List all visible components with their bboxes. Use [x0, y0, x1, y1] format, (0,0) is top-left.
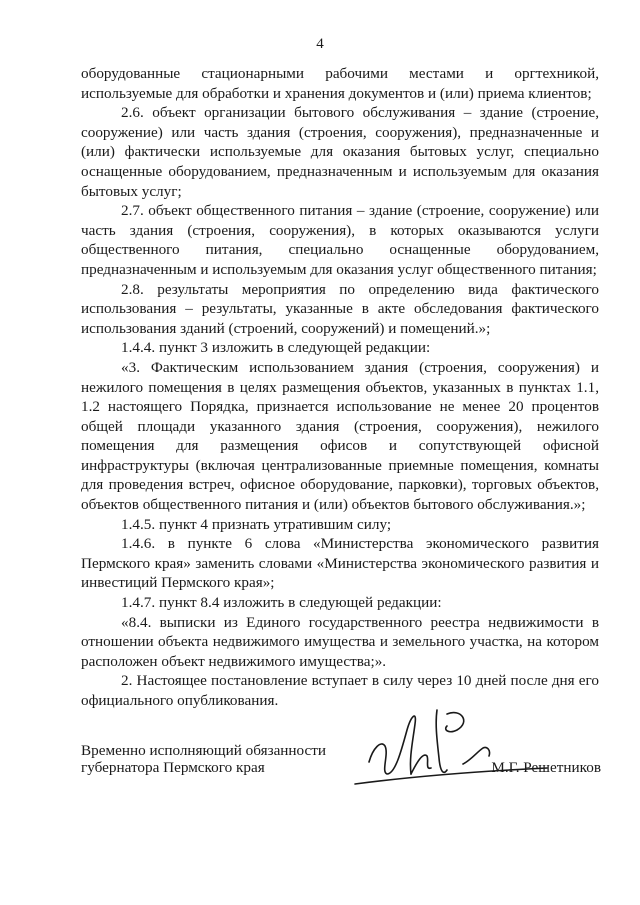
paragraph: «8.4. выписки из Единого государственного реестра недвижимости в отношении объекта недвижимого имущества и земельного участка, на котором расположен объект недвижимого имущества;». [81, 613, 599, 670]
paragraph: 1.4.4. пункт 3 изложить в следующей редакции: [121, 339, 431, 357]
signatory-position [81, 742, 326, 776]
document-body [81, 64, 599, 711]
signatory-position-line: Временно исполняющий обязанности [81, 742, 327, 759]
signature-block [81, 742, 601, 802]
paragraph: 2.8. результаты мероприятия по определению вида фактического использования – результаты, указанные в акте обследования фактического использования зданий (строений, сооружений) и помещений.»; [81, 280, 599, 337]
paragraph: 1.4.6. в пункте 6 слова «Министерства экономического развития Пермского края» заменить словами «Министерства экономического развития и инвестиций Пермского края»; [81, 535, 599, 592]
paragraph: 2.7. объект общественного питания – здание (строение, сооружение) или часть здания (строения, сооружения), в которых оказываются услуги общественного питания, специально оснащенные оборудованием, предназначенным и используемым для оказания услуг общественного питания; [81, 202, 599, 278]
signatory-position-line: губернатора Пермского края [81, 759, 265, 776]
paragraph: 2.6. объект организации бытового обслуживания – здание (строение, сооружение) или часть здания (строения, сооружения), предназначенные и (или) фактически используемые для оказания бытовых услуг, специально оснащенные оборудованием, предназначенным и используемым для оказания бытовых услуг; [81, 104, 599, 200]
paragraph: 1.4.7. пункт 8.4 изложить в следующей редакции: [121, 594, 442, 612]
handwritten-signature [351, 700, 551, 800]
paragraph: 1.4.5. пункт 4 признать утратившим силу; [121, 515, 392, 533]
page-number: 4 [316, 36, 324, 52]
paragraph: «3. Фактическим использованием здания (строения, сооружения) и нежилого помещения в целях размещения объектов, указанных в пунктах 1.1, 1.2 настоящего Порядка, признается использование не менее 20 процентов общей площади указанного здания (строения, сооружения), нежилого помещения для размещения офисов и сопутствующей офисной инфраструктуры (включая централизованные приемные помещения, комнаты для проведения встреч, офисное оборудование, парковки), торговых объектов, объектов общественного питания и (или) объектов бытового обслуживания.»; [81, 358, 599, 514]
paragraph: 2. Настоящее постановление вступает в силу через 10 дней после дня его официального опубликования. [81, 672, 599, 709]
signatory-name: М.Г. Решетников [491, 759, 601, 776]
paragraph: оборудованные стационарными рабочими местами и оргтехникой, используемые для обработки и хранения документов и (или) приема клиентов; [81, 65, 599, 102]
